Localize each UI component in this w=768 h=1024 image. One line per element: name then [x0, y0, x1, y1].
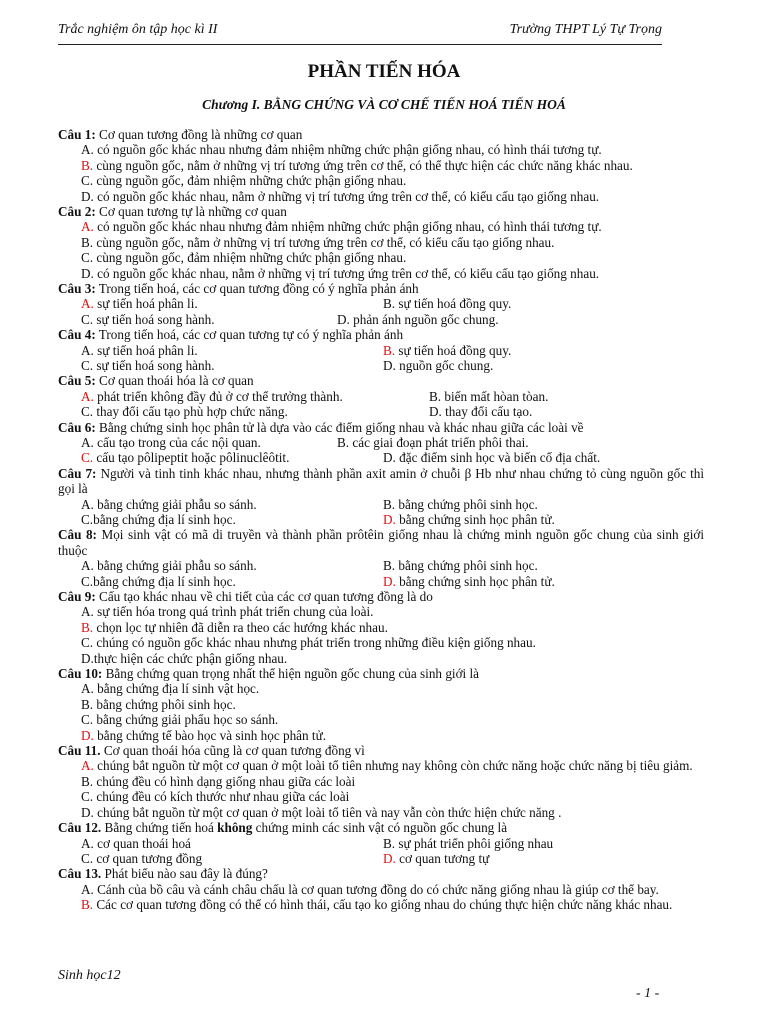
question-5: Câu 5: Cơ quan thoái hóa là cơ quan [58, 373, 254, 389]
question-text: Cơ quan tương đồng là những cơ quan [95, 127, 303, 142]
option-row: C. sự tiến hoá song hành. D. phản ánh nguồn gốc chung. [81, 311, 499, 327]
page-title: PHẦN TIẾN HÓA [307, 61, 461, 82]
option-row: A. bằng chứng giải phẫu so sánh. B. bằng chứng phôi sinh học. [81, 558, 538, 574]
question-9: Câu 9: Cấu tạo khác nhau về chi tiết của các cơ quan tương đồng là do [58, 589, 433, 604]
question-12: Câu 12. Bằng chứng tiến hoá không chứng minh các sinh vật có nguồn gốc chung là [58, 820, 508, 836]
option-a: A. có nguồn gốc khác nhau nhưng đảm nhiệm những chức phận giống nhau, có hình thái tương tự. [81, 219, 602, 235]
question-8: Câu 8: Mọi sinh vật có mã di truyền và thành phần prôtêin giống nhau là chứng minh nguồn gốc chung của sinh giới thuộc [58, 527, 704, 558]
option-b: B. chúng đều có hình dạng giống nhau giữa các loài [81, 773, 356, 789]
option-a: A. có nguồn gốc khác nhau nhưng đảm nhiệm những chức phận giống nhau, có hình thái tương tự. [81, 142, 602, 158]
option-a: A. Cánh của bồ câu và cánh châu chấu là cơ quan tương đồng do có chức năng giống nhau là giúp cơ thể bay. [81, 881, 659, 897]
option-row: A. phát triển không đầy đủ ở cơ thể trưởng thành. B. biến mất hòan tòan. [81, 388, 549, 404]
question-4: Câu 4: Trong tiến hoá, các cơ quan tương tự có ý nghĩa phản ánh [58, 327, 404, 343]
option-c: C. cùng nguồn gốc, đảm nhiệm những chức phận giống nhau. [81, 173, 407, 189]
option-d: D. có nguồn gốc khác nhau, nằm ở những vị trí tương ứng trên cơ thể, có kiểu cấu tạo giống nhau. [81, 188, 600, 204]
option-row: A. cơ quan thoái hoá B. sự phát triển phôi giống nhau [81, 835, 554, 851]
page-number: - 1 - [636, 986, 660, 1001]
option-a: A. sự tiến hóa trong quá trình phát triển chung của loài. [81, 604, 374, 620]
option-row: C. cơ quan tương đồng D. cơ quan tương tự [81, 850, 490, 866]
option-row: C. cấu tạo pôlipeptit hoặc pôlinuclêôtit. D. đặc điểm sinh học và biến cố địa chất. [81, 450, 601, 466]
question-11: Câu 11. Cơ quan thoái hóa cũng là cơ quan tương đồng vì [58, 743, 365, 759]
option-b: B. cùng nguồn gốc, nằm ở những vị trí tương ứng trên cơ thể, có thể thực hiện các chức năng khác nhau. [81, 157, 633, 173]
option-d: D. có nguồn gốc khác nhau, nằm ở những vị trí tương ứng trên cơ thể, có kiểu cấu tạo giống nhau. [81, 265, 600, 281]
page-header [58, 20, 662, 45]
option-row: C. thay đổi cấu tạo phù hợp chức năng. D. thay đổi cấu tạo. [81, 404, 533, 420]
question-7: Câu 7: Người và tinh tinh khác nhau, nhưng thành phần axit amin ở chuỗi β Hb như nhau chứng tỏ cùng nguồn gốc thì gọi là [58, 465, 705, 497]
question-13: Câu 13. Phát biểu nào sau đây là đúng? [58, 866, 268, 882]
option-d: D. bằng chứng tế bào học và sinh học phân tử. [81, 727, 327, 743]
option-d: D.thực hiện các chức phận giống nhau. [81, 650, 288, 666]
option-d: D. chúng bắt nguồn từ một cơ quan ở một loài tổ tiên và nay vẫn còn thức hiện chức năng . [81, 804, 562, 820]
option-row: A. sự tiến hoá phân li. B. sự tiến hoá đồng quy. [81, 342, 512, 358]
question-10: Câu 10: Bằng chứng quan trọng nhất thể hiện nguồn gốc chung của sinh giới là [58, 666, 480, 682]
option-b: B. cùng nguồn gốc, nằm ở những vị trí tương ứng trên cơ thể, có kiểu cấu tạo giống nhau. [81, 234, 555, 250]
chapter-title: Chương I. BẰNG CHỨNG VÀ CƠ CHẾ TIẾN HOÁ TIẾN HOÁ [202, 97, 566, 112]
option-row: C. sự tiến hoá song hành. D. nguồn gốc chung. [81, 358, 494, 374]
option-c: C. cùng nguồn gốc, đảm nhiệm những chức phận giống nhau. [81, 250, 407, 266]
option-a: A. bằng chứng địa lí sinh vật học. [81, 681, 260, 697]
header-right: Trường THPT Lý Tự Trọng [509, 22, 662, 37]
option-b: B. chọn lọc tự nhiên đã diễn ra theo các hướng khác nhau. [81, 619, 388, 635]
option-b: B. bằng chứng phôi sinh học. [81, 696, 236, 712]
question-3: Câu 3: Trong tiến hoá, các cơ quan tương đồng có ý nghĩa phản ánh [58, 281, 419, 297]
option-row: A. cấu tạo trong của các nội quan. B. các giai đoạn phát triển phôi thai. [81, 435, 529, 451]
question-1 [58, 127, 704, 142]
header-left: Trắc nghiệm ôn tập học kì II [58, 22, 218, 37]
footer-label: Sinh học12 [58, 968, 121, 983]
option-row: C.bằng chứng địa lí sinh học. D. bằng chứng sinh học phân tử. [81, 512, 555, 528]
option-row: C.bằng chứng địa lí sinh học. D. bằng chứng sinh học phân tử. [81, 573, 555, 589]
question-6: Câu 6: Bằng chứng sinh học phân tử là dựa vào các điểm giống nhau và khác nhau giữa các loài về [58, 419, 584, 435]
option-a: A. chúng bắt nguồn từ một cơ quan ở một loài tổ tiên nhưng nay không còn chức năng hoặc chức năng bị tiêu giảm. [81, 758, 693, 774]
option-row: A. sự tiến hoá phân li. B. sự tiến hoá đồng quy. [81, 296, 512, 312]
option-b: B. Các cơ quan tương đồng có thể có hình thái, cấu tạo ko giống nhau do chúng thực hiện chức năng khác nhau. [81, 897, 673, 913]
question-list [58, 127, 704, 913]
option-row: A. bằng chứng giải phẫu so sánh. B. bằng chứng phôi sinh học. [81, 496, 538, 512]
option-c: C. chúng có nguồn gốc khác nhau nhưng phát triển trong những điều kiện giống nhau. [81, 635, 536, 651]
option-c: C. bằng chứng giải phẩu học so sánh. [81, 712, 279, 728]
option-c: C. chúng đều có kích thước như nhau giữa các loài [81, 789, 350, 805]
question-number: Câu 1: [58, 127, 96, 142]
question-2: Câu 2: Cơ quan tương tự là những cơ quan [58, 204, 287, 220]
